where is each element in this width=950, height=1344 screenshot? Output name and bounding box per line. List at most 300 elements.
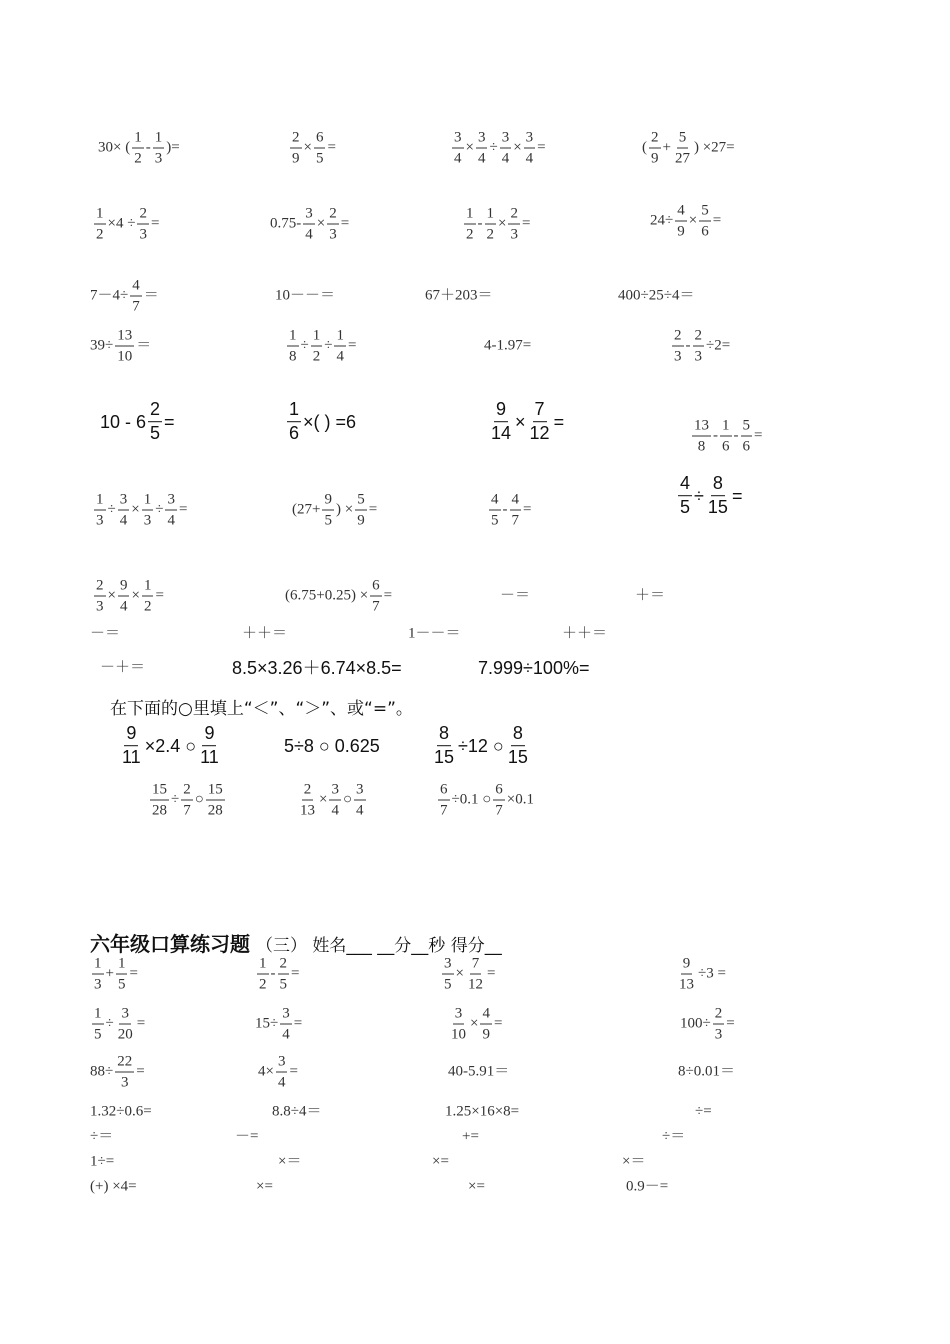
expression-text: 5÷8 ○ 0.625 (284, 736, 380, 756)
fraction (493, 782, 505, 819)
fraction (678, 474, 692, 518)
denominator: 13 (679, 976, 694, 992)
denominator: 7 (495, 802, 503, 818)
denominator: 5 (315, 150, 324, 166)
expression-text: × (319, 791, 328, 808)
expression-text: × (303, 139, 312, 156)
denominator: 7 (372, 598, 380, 614)
expression-text: ○ (194, 791, 204, 808)
fraction (500, 130, 512, 167)
expression-text: 1.25×16×8= (445, 1103, 520, 1120)
expression-text: 400÷25÷4＝ (618, 287, 695, 304)
problem (90, 1006, 145, 1043)
expression-text: ÷＝ (90, 1128, 114, 1145)
numerator: 5 (677, 130, 689, 149)
expression-text: - (270, 965, 276, 982)
fraction (354, 782, 366, 819)
expression-text: = (327, 139, 336, 156)
problem (296, 782, 368, 819)
problem (678, 1065, 735, 1080)
expression-text: = (347, 337, 357, 354)
expression-text: = (340, 215, 350, 232)
denominator: 8 (289, 348, 297, 364)
denominator: 5 (444, 976, 452, 992)
fraction (677, 956, 696, 993)
expression-text: ÷ (300, 337, 309, 354)
expression-text: ÷0.1 ○ (451, 791, 492, 808)
expression-text: ×0.1 (506, 791, 535, 808)
expression-text: ÷ (324, 337, 333, 354)
problem (118, 724, 223, 768)
numerator: 6 (438, 782, 450, 801)
expression-text: × (131, 587, 140, 604)
fraction (508, 206, 520, 243)
problem (622, 1155, 645, 1170)
problem (445, 1105, 519, 1120)
numerator: 3 (118, 492, 130, 511)
numerator: 8 (437, 724, 451, 746)
denominator: 28 (207, 802, 223, 818)
problem (425, 289, 493, 304)
numerator: 2 (649, 130, 661, 149)
expression-text: 39÷ (90, 337, 114, 354)
expression-text: ÷＝ (662, 1128, 686, 1145)
expression-text: + (662, 139, 671, 156)
numerator: 1 (720, 418, 732, 437)
expression-text: = (493, 1015, 503, 1032)
numerator: 5 (741, 418, 753, 437)
expression-text: = (712, 212, 722, 229)
expression-text: ×= (432, 1153, 449, 1170)
denominator: 4 (119, 598, 128, 614)
denominator: 5 (117, 976, 126, 992)
denominator: 15 (507, 747, 528, 767)
numerator: 1 (92, 956, 104, 975)
fraction (506, 724, 530, 768)
expression-text: (27+ (292, 501, 321, 518)
fraction (485, 206, 497, 243)
denominator: 5 (94, 1026, 102, 1042)
expression-text: = (150, 215, 160, 232)
numerator: 1 (94, 206, 106, 225)
numerator: 3 (165, 492, 177, 511)
expression-text: ÷2= (706, 337, 731, 354)
denominator: 3 (329, 226, 337, 242)
problem (662, 1130, 685, 1145)
problem (408, 627, 461, 642)
expression-text: (6.75+0.25) × (285, 587, 369, 604)
expression-text: ÷ (489, 139, 498, 156)
numerator: 15 (150, 782, 169, 801)
denominator: 10 (117, 348, 133, 364)
denominator: 3 (96, 512, 104, 528)
denominator: 5 (279, 976, 287, 992)
expression-text: ÷12 ○ (458, 736, 504, 756)
numerator: 1 (142, 578, 154, 597)
expression-text: × (515, 412, 526, 432)
problem (232, 659, 402, 677)
numerator: 6 (493, 782, 505, 801)
fraction (713, 1006, 725, 1043)
problem (255, 956, 299, 993)
denominator: 2 (312, 348, 321, 364)
denominator: 3 (139, 226, 147, 242)
numerator: 1 (485, 206, 497, 225)
problem (440, 956, 495, 993)
expression-text: ×＝ (278, 1153, 302, 1170)
fraction (290, 130, 302, 167)
denominator: 9 (482, 1026, 490, 1042)
expression-text: × (498, 215, 507, 232)
fraction (692, 418, 711, 455)
fraction (120, 724, 143, 768)
numerator: 1 (142, 492, 154, 511)
denominator: 5 (491, 512, 499, 528)
denominator: 4 (167, 512, 175, 528)
expression-text: ×4 ÷ (107, 215, 136, 232)
numerator: 3 (354, 782, 366, 801)
denominator: 12 (529, 423, 550, 443)
expression-text: ) ×27= (693, 139, 735, 156)
fraction (137, 206, 149, 243)
numerator: 4 (130, 278, 142, 297)
fraction (480, 1006, 492, 1043)
fraction (278, 956, 290, 993)
fraction (355, 492, 367, 529)
problem (292, 492, 377, 529)
fraction (314, 130, 326, 167)
expression-text: × (316, 215, 326, 232)
problem (635, 589, 665, 604)
problem (90, 1155, 114, 1170)
numerator: 9 (124, 724, 138, 746)
numerator: 1 (257, 956, 269, 975)
fraction (142, 492, 154, 529)
numerator: 9 (494, 400, 508, 422)
denominator: 4 (356, 802, 364, 818)
expression-text: 1÷= (90, 1153, 115, 1170)
problem (270, 206, 349, 243)
fraction (276, 1054, 288, 1091)
denominator: 6 (722, 438, 730, 454)
numerator: 8 (511, 724, 525, 746)
denominator: 6 (289, 423, 300, 443)
expression-text: × (470, 1015, 479, 1032)
numerator: 4 (675, 203, 687, 222)
fraction (150, 782, 169, 819)
denominator: 9 (677, 223, 685, 239)
fraction (438, 782, 450, 819)
expression-text: = (178, 501, 188, 518)
numerator: 1 (116, 956, 128, 975)
numerator: 2 (508, 206, 520, 225)
fraction (116, 956, 128, 993)
fraction (322, 492, 334, 529)
problem (148, 782, 227, 819)
problem (626, 1180, 668, 1195)
expression-text: 10 - 6 (100, 412, 147, 432)
expression-text: ( (642, 139, 647, 156)
denominator: 3 (96, 598, 104, 614)
denominator: 3 (120, 1074, 129, 1090)
numerator: 2 (672, 328, 684, 347)
numerator: 7 (533, 400, 547, 422)
numerator: 13 (692, 418, 711, 437)
denominator: 4 (336, 348, 344, 364)
problem (436, 782, 534, 819)
problem (255, 1006, 302, 1043)
problem (100, 661, 145, 676)
numerator: 2 (290, 130, 302, 149)
problem (272, 1105, 321, 1120)
worksheet-heading (90, 928, 502, 957)
fraction (706, 474, 730, 518)
numerator: 8 (711, 474, 725, 496)
problem (98, 130, 180, 167)
problem (676, 474, 742, 518)
problem (285, 578, 392, 615)
denominator: 9 (357, 512, 365, 528)
problem (487, 492, 531, 529)
expression-text: = (289, 1063, 298, 1080)
problem (675, 956, 726, 993)
expression-text: ÷ (107, 501, 116, 518)
denominator: 7 (132, 298, 140, 314)
fraction (442, 956, 454, 993)
denominator: 4 (525, 150, 534, 166)
denominator: 4 (501, 150, 510, 166)
expression-text: 0.9－= (626, 1178, 669, 1195)
problem (288, 130, 336, 167)
denominator: 3 (714, 1026, 723, 1042)
numerator: 13 (115, 328, 134, 347)
expression-text: = (537, 139, 546, 156)
fraction (370, 578, 382, 615)
numerator: 3 (453, 1006, 465, 1025)
expression-text: × (513, 139, 522, 156)
problem (450, 130, 546, 167)
problem (690, 418, 762, 455)
numerator: 4 (510, 492, 522, 511)
denominator: 4 (331, 802, 339, 818)
expression-text: 7.999÷100%= (478, 658, 590, 678)
expression-text: = (754, 427, 763, 444)
expression-text: ) × (335, 501, 354, 518)
fraction (118, 578, 130, 615)
problem (430, 724, 532, 768)
problem (92, 578, 164, 615)
numerator: 3 (452, 130, 464, 149)
expression-text: = (521, 215, 531, 232)
expression-text: - (145, 139, 151, 156)
denominator: 3 (143, 512, 152, 528)
problem (90, 328, 151, 365)
fraction (720, 418, 732, 455)
comparison-instruction: 在下面的○里填上“＜”、“＞”、或“=”。 (110, 699, 413, 719)
expression-text: 4-1.97= (484, 337, 532, 354)
denominator: 2 (96, 226, 104, 242)
fraction (741, 418, 753, 455)
expression-text: ÷3 = (698, 965, 726, 982)
expression-text: 67＋203＝ (425, 287, 493, 304)
fraction (673, 130, 692, 167)
expression-text: (+) ×4= (90, 1178, 137, 1195)
expression-text: 10－－＝ (275, 287, 336, 304)
heading-fields: （三） 姓名___ __分__秒 得分__ (256, 936, 502, 956)
fraction (311, 328, 323, 365)
expression-text: = (136, 1015, 146, 1032)
denominator: 2 (134, 150, 142, 166)
problem (92, 206, 159, 243)
denominator: 6 (742, 438, 750, 454)
fraction (327, 206, 339, 243)
expression-text: 30× ( (98, 139, 131, 156)
numerator: 3 (119, 1006, 131, 1025)
problem (680, 1006, 735, 1043)
numerator: 9 (202, 724, 216, 746)
numerator: 3 (500, 130, 512, 149)
expression-text: ×( ) =6 (303, 412, 357, 432)
expression-text: ÷ (105, 1015, 114, 1032)
expression-text: ＋＝ (635, 587, 666, 604)
expression-text: ÷ (171, 791, 180, 808)
expression-text: ＝ (136, 337, 152, 354)
fraction (303, 206, 315, 243)
numerator: 3 (280, 1006, 292, 1025)
fraction (92, 1006, 104, 1043)
expression-text: 88÷ (90, 1063, 114, 1080)
numerator: 2 (94, 578, 106, 597)
problem (92, 492, 187, 529)
fraction (693, 328, 705, 365)
denominator: 11 (122, 747, 141, 767)
numerator: 3 (329, 782, 341, 801)
numerator: 1 (287, 400, 301, 422)
expression-text: 24÷ (650, 212, 674, 229)
expression-text: × (465, 139, 474, 156)
denominator: 13 (300, 802, 315, 818)
numerator: 4 (480, 1006, 492, 1025)
problem (90, 1105, 152, 1120)
expression-text: × (107, 587, 116, 604)
numerator: 5 (355, 492, 367, 511)
denominator: 10 (451, 1026, 466, 1042)
denominator: 4 (277, 1074, 286, 1090)
denominator: 9 (651, 150, 659, 166)
expression-text: 40-5.91＝ (448, 1063, 510, 1080)
expression-text: 15÷ (255, 1015, 279, 1032)
denominator: 3 (154, 150, 163, 166)
numerator: 6 (370, 578, 382, 597)
problem (487, 400, 564, 444)
denominator: 5 (680, 497, 691, 517)
fraction (699, 203, 711, 240)
fraction (132, 130, 144, 167)
fraction (528, 400, 552, 444)
problem (468, 1180, 485, 1195)
expression-text: + (105, 965, 114, 982)
fraction (432, 724, 456, 768)
expression-text: ÷= (695, 1103, 712, 1120)
expression-text: × (131, 501, 140, 518)
denominator: 15 (434, 747, 455, 767)
fraction (116, 1006, 135, 1043)
problem (278, 1155, 301, 1170)
numerator: 15 (206, 782, 225, 801)
fraction (206, 782, 225, 819)
fraction (672, 328, 684, 365)
problem (462, 206, 530, 243)
numerator: 2 (327, 206, 339, 225)
problem (462, 1130, 479, 1145)
expression-text: ＋＋＝ (562, 625, 608, 642)
denominator: 4 (305, 226, 313, 242)
expression-text: - (733, 427, 739, 444)
expression-text: ÷ (694, 486, 704, 506)
numerator: 1 (287, 328, 299, 347)
fraction (118, 492, 130, 529)
numerator: 9 (322, 492, 334, 511)
denominator: 3 (510, 226, 518, 242)
expression-text: × (688, 212, 698, 229)
fraction (94, 578, 106, 615)
expression-text: = (523, 501, 532, 518)
expression-text: = (129, 965, 138, 982)
denominator: 4 (119, 512, 128, 528)
denominator: 3 (694, 348, 702, 364)
expression-text: = (383, 587, 393, 604)
numerator: 3 (476, 130, 488, 149)
fraction (452, 130, 464, 167)
numerator: 2 (713, 1006, 725, 1025)
numerator: 2 (278, 956, 290, 975)
expression-text: －＝ (90, 625, 121, 642)
numerator: 1 (94, 492, 106, 511)
fraction (524, 130, 536, 167)
problem (90, 278, 159, 315)
denominator: 4 (282, 1026, 290, 1042)
fraction (649, 130, 661, 167)
numerator: 2 (148, 400, 162, 422)
fraction (334, 328, 346, 365)
heading-title: 六年级口算练习题 (90, 932, 250, 956)
expression-text: ×= (256, 1178, 273, 1195)
numerator: 5 (699, 203, 711, 222)
fraction (198, 724, 221, 768)
fraction (165, 492, 177, 529)
numerator: 3 (524, 130, 536, 149)
fraction (115, 328, 134, 365)
fraction (148, 400, 162, 444)
expression-text: - (477, 215, 483, 232)
denominator: 5 (150, 423, 161, 443)
expression-text: ＝ (143, 287, 159, 304)
fraction (449, 1006, 468, 1043)
fraction (115, 1054, 134, 1091)
denominator: 4 (477, 150, 486, 166)
problem (90, 956, 138, 993)
fraction (94, 492, 106, 529)
expression-text: = (155, 587, 164, 604)
numerator: 3 (303, 206, 315, 225)
numerator: 4 (489, 492, 501, 511)
fraction (142, 578, 154, 615)
denominator: 8 (697, 438, 706, 454)
expression-text: - (502, 501, 508, 518)
numerator: 3 (442, 956, 454, 975)
denominator: 4 (454, 150, 462, 166)
problem (478, 659, 589, 677)
